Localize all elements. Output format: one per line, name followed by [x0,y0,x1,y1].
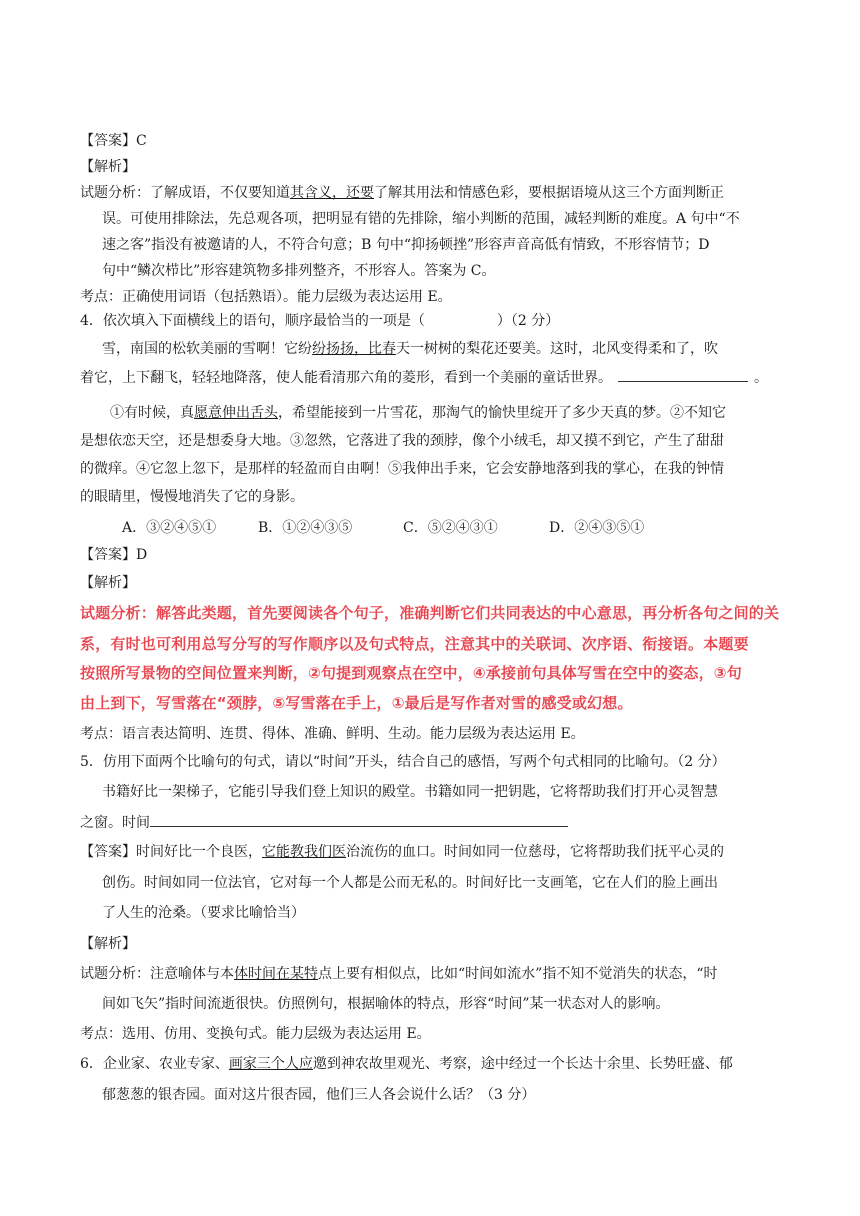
question-4-stem: 4．依次填入下面横线上的语句，顺序最恰当的一项是（ ）（2 分） [80,313,560,329]
question-4-sentences: 的眼睛里，慢慢地消失了它的身影。 [80,489,304,505]
analysis-text-q4: 由上到下，写雪落在“颈脖，⑤写雪落在手上，①最后是写作者对雪的感受或幻想。 [80,694,633,712]
analysis-heading-q3: 【解析】 [80,159,136,175]
answer-line-q4: 【答案】D [80,547,148,563]
question-4-sentences: ①有时候，真愿意伸出舌头，希望能接到一片雪花，那淘气的愉快里绽开了多少天真的梦。②不知它 [110,405,726,421]
kaodian-q4: 考点：语言表达简明、连贯、得体、准确、鲜明、生动。能力层级为表达运用 E。 [80,726,585,742]
analysis-text-q4: 系，有时也可利用总写分写的写作顺序以及句式特点，注意其中的关联词、次序语、衔接语。本题要 [80,635,749,653]
option-b: B．①②④③⑤ [258,520,353,536]
question-5-stem: 5．仿用下面两个比喻句的句式，请以“时间”开头，结合自己的感悟，写两个句式相同的比喻句。（2 分） [80,754,726,770]
question-5-example: 之窗。时间 [80,812,568,833]
answer-line-q3: 【答案】C [80,133,147,149]
kaodian-q5: 考点：选用、仿用、变换句式。能力层级为表达运用 E。 [80,1026,431,1042]
question-6-stem: 6．企业家、农业专家、画家三个人应邀到神农故里观光、考察，途中经过一个长达十余里、长势旺盛、郁 [80,1056,733,1072]
answer-text-q5: 创伤。时间如同一位法官，它对每一个人都是公而无私的。时间好比一支画笔，它在人们的脸上画出 [102,875,718,891]
analysis-text-q3: 句中“鳞次栉比”形容建筑物多排列整齐，不形容人。答案为 C。 [102,263,496,279]
question-4-passage: 雪，南国的松软美丽的雪啊！它纷纷扬扬，比春天一树树的梨花还要美。这时，北风变得柔和了，吹 [102,341,718,357]
analysis-text-q3: 速之客”指没有被邀请的人，不符合句意；B 句中“抑扬顿挫”形容声音高低有情致，不形容情节；D [102,237,710,253]
analysis-text-q5: 间如飞矢”指时间流逝很快。仿照例句，根据喻体的特点，形容“时间”某一状态对人的影响。 [102,996,670,1012]
answer-line-q5: 【答案】时间好比一个良医，它能教我们医治流伤的血口。时间如同一位慈母，它将帮助我们抚平心灵的 [80,844,724,860]
question-4-sentences: 是想依恋天空，还是想委身大地。③忽然，它落进了我的颈脖，像个小绒毛，却又摸不到它，产生了甜甜 [80,433,724,449]
question-5-example: 书籍好比一架梯子，它能引导我们登上知识的殿堂。书籍如同一把钥匙，它将帮助我们打开心灵智慧 [102,784,718,800]
option-d: D．②④③⑤① [549,520,645,536]
analysis-text-q3: 误。可使用排除法，先总观各项，把明显有错的先排除，缩小判断的范围，减轻判断的难度。A 句中“不 [102,211,740,227]
kaodian-q3: 考点：正确使用词语（包括熟语）。能力层级为表达运用 E。 [80,289,452,305]
question-6-stem: 郁葱葱的银杏园。面对这片很杏园，他们三人各会说什么话？（3 分） [102,1087,536,1103]
question-4-passage: 着它，上下翻飞，轻轻地降落，使人能看清那六角的菱形，看到一个美丽的童话世界。 。 [80,367,768,388]
option-a: A．③②④⑤① [122,520,217,536]
analysis-text-q5: 试题分析：注意喻体与本体时间在某特点上要有相似点，比如“时间如流水”指不知不觉消失的状态，“时 [80,966,718,982]
analysis-text-q4: 按照所写景物的空间位置来判断，②句提到观察点在空中，④承接前句具体写雪在空中的姿态，③句 [80,664,742,682]
question-4-sentences: 的微痒。④它忽上忽下，是那样的轻盈而自由啊！⑤我伸出手来，它会安静地落到我的掌心，在我的钟情 [80,461,724,477]
analysis-text-q3: 试题分析：了解成语，不仅要知道其含义，还要了解其用法和情感色彩，要根据语境从这三个方面判断正 [80,185,724,201]
answer-text-q5: 了人生的沧桑。（要求比喻恰当） [102,905,305,921]
analysis-text-q4: 试题分析：解答此类题，首先要阅读各个句子，准确判断它们共同表达的中心意思，再分析各句之间的关 [80,604,780,622]
option-c: C．⑤②④③① [403,520,498,536]
analysis-heading-q4: 【解析】 [80,575,136,591]
analysis-heading-q5: 【解析】 [80,936,136,952]
